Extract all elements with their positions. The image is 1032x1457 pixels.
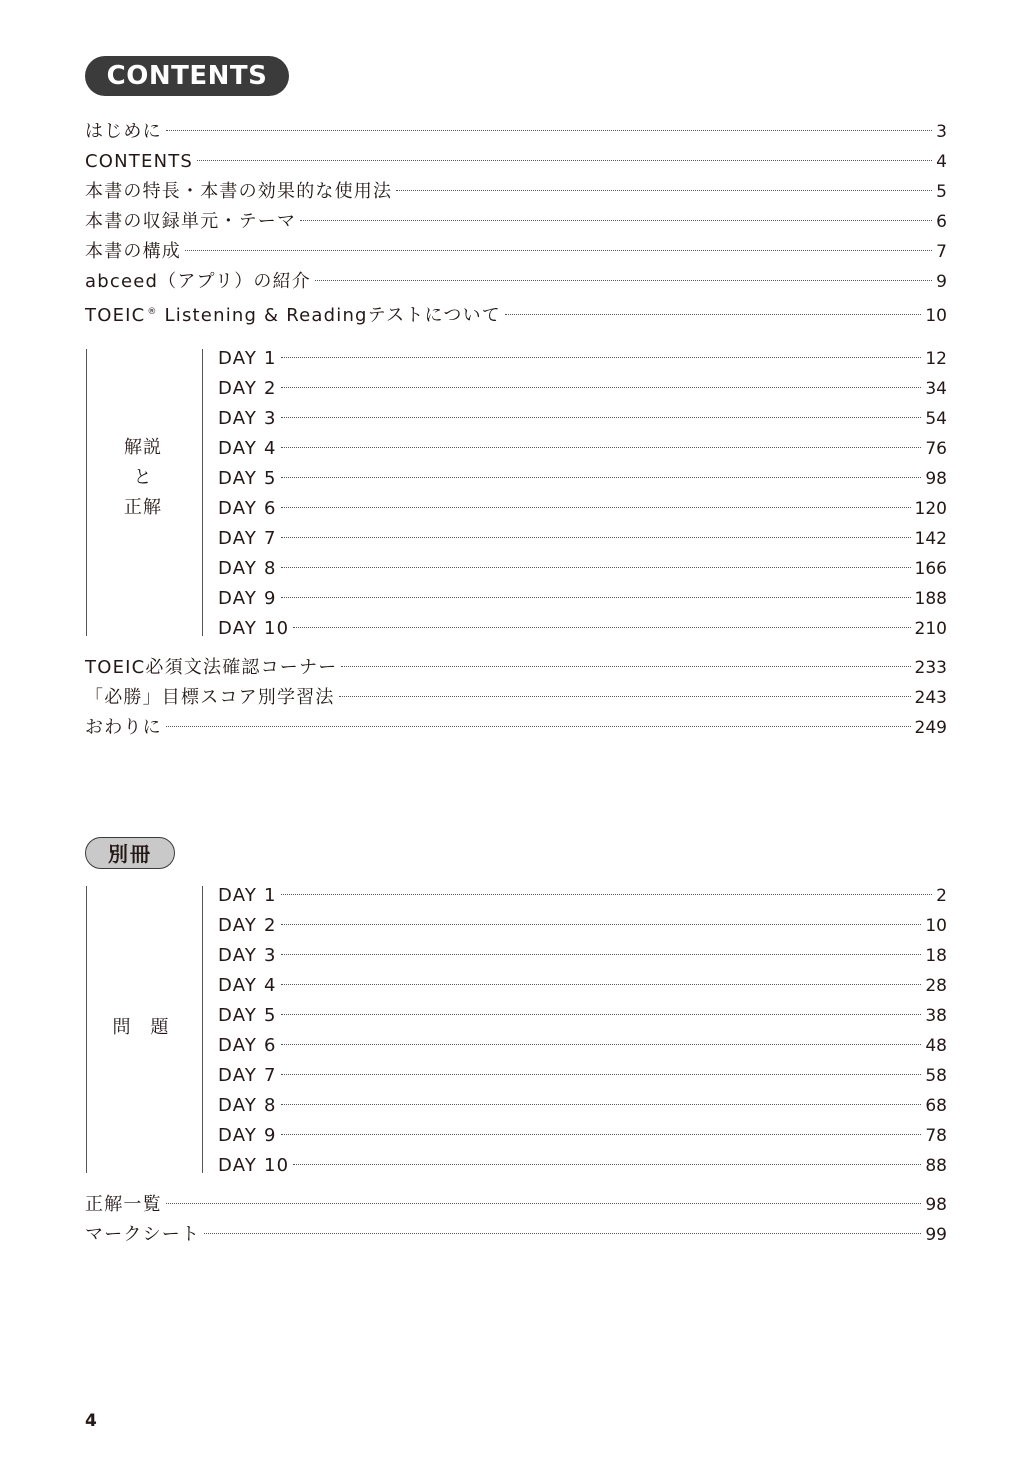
- toc-entry-label: 本書の構成: [85, 241, 181, 262]
- toc-entry-label: DAY 5: [218, 1005, 277, 1026]
- toc-entry-page: 7: [936, 242, 947, 262]
- toc-day-entry[interactable]: [218, 1091, 947, 1121]
- section-bracket-left: [86, 349, 87, 636]
- toc-day-entry[interactable]: [218, 1121, 947, 1151]
- toc-entry-page: 38: [925, 1006, 947, 1026]
- leader-dots: [281, 984, 922, 985]
- leader-dots: [281, 1044, 922, 1045]
- toc-entry-label: DAY 4: [218, 975, 277, 996]
- toc-entry-page: 34: [925, 379, 947, 399]
- toc-entry-page: 68: [925, 1096, 947, 1116]
- section-label-problems: 問 題: [112, 1017, 170, 1038]
- toc-entry[interactable]: [85, 147, 947, 177]
- toc-entry-label: DAY 10: [218, 1155, 290, 1176]
- toc-entry-page: 188: [914, 589, 947, 609]
- toc-entry-page: 120: [914, 499, 947, 519]
- toc-entry-page: 3: [936, 122, 947, 142]
- toc-entry-label-main: TOEIC: [85, 305, 146, 326]
- toc-entry-page: 142: [914, 529, 947, 549]
- toc-day-entry[interactable]: [218, 1061, 947, 1091]
- leader-dots: [341, 666, 910, 667]
- separate-volume-title: 別冊: [85, 837, 175, 869]
- toc-entry-label: DAY 8: [218, 1095, 277, 1116]
- section-label-line: と: [133, 467, 153, 488]
- toc-entry-page: 6: [936, 212, 947, 232]
- toc-entry-label: はじめに: [85, 121, 162, 142]
- toc-entry-label: DAY 2: [218, 915, 277, 936]
- toc-entry-page: 98: [925, 1195, 947, 1215]
- toc-entry-label: DAY 4: [218, 438, 277, 459]
- leader-dots: [166, 726, 911, 727]
- toc-entry-page: 99: [925, 1225, 947, 1245]
- toc-day-entry[interactable]: [218, 554, 947, 584]
- leader-dots: [281, 894, 933, 895]
- leader-dots: [185, 250, 932, 251]
- toc-entry-label: [85, 297, 501, 331]
- toc-entry[interactable]: [85, 117, 947, 147]
- toc-entry[interactable]: [85, 713, 947, 743]
- toc-entry[interactable]: [85, 237, 947, 267]
- toc-entry-page: 9: [936, 272, 947, 292]
- toc-entry-label: DAY 9: [218, 588, 277, 609]
- toc-entry-page: 4: [936, 152, 947, 172]
- leader-dots: [281, 537, 911, 538]
- toc-entry[interactable]: [85, 1190, 947, 1220]
- toc-entry[interactable]: [85, 653, 947, 683]
- toc-day-entry[interactable]: [218, 1151, 947, 1181]
- toc-entry-label: CONTENTS: [85, 151, 194, 172]
- toc-entry-page: 98: [925, 469, 947, 489]
- toc-entry-label: おわりに: [85, 717, 162, 738]
- toc-day-entry[interactable]: [218, 494, 947, 524]
- leader-dots: [396, 190, 932, 191]
- toc-day-entry[interactable]: [218, 911, 947, 941]
- toc-entry-label: DAY 9: [218, 1125, 277, 1146]
- toc-entry-page: 12: [925, 349, 947, 369]
- toc-entry-page: 76: [925, 439, 947, 459]
- toc-entry-page: 88: [925, 1156, 947, 1176]
- leader-dots: [281, 507, 911, 508]
- section-label-answers: [113, 433, 173, 523]
- toc-entry-page: 58: [925, 1066, 947, 1086]
- toc-entry-label: DAY 3: [218, 945, 277, 966]
- toc-entry-label: DAY 3: [218, 408, 277, 429]
- leader-dots: [293, 1164, 921, 1165]
- toc-entry-page: 48: [925, 1036, 947, 1056]
- toc-entry-page: 233: [914, 658, 947, 678]
- leader-dots: [505, 314, 921, 315]
- leader-dots: [281, 1134, 922, 1135]
- leader-dots: [204, 1233, 921, 1234]
- toc-entry-page: 10: [925, 916, 947, 936]
- toc-entry-page: 2: [936, 886, 947, 906]
- toc-entry-label: DAY 6: [218, 1035, 277, 1056]
- page-number: 4: [85, 1411, 97, 1431]
- toc-entry[interactable]: [85, 297, 947, 327]
- toc-entry[interactable]: [85, 1220, 947, 1250]
- leader-dots: [281, 954, 922, 955]
- section-label-line: 解説: [124, 437, 162, 458]
- section-label-line: 正解: [124, 497, 162, 518]
- leader-dots: [339, 696, 911, 697]
- toc-day-entry[interactable]: [218, 584, 947, 614]
- registered-mark: ®: [147, 307, 158, 317]
- leader-dots: [281, 597, 911, 598]
- toc-entry-label-rest: Listening & Readingテストについて: [157, 305, 501, 326]
- leader-dots: [281, 417, 922, 418]
- toc-entry-label: DAY 10: [218, 618, 290, 639]
- toc-day-entry[interactable]: [218, 434, 947, 464]
- toc-entry-page: 10: [925, 306, 947, 326]
- leader-dots: [281, 1014, 922, 1015]
- toc-day-entry[interactable]: [218, 344, 947, 374]
- toc-entry[interactable]: [85, 267, 947, 297]
- toc-entry-page: 243: [914, 688, 947, 708]
- leader-dots: [281, 1074, 922, 1075]
- toc-day-entry[interactable]: [218, 1031, 947, 1061]
- toc-entry[interactable]: [85, 207, 947, 237]
- toc-entry-page: 54: [925, 409, 947, 429]
- toc-entry-label: 本書の収録単元・テーマ: [85, 211, 297, 232]
- leader-dots: [281, 357, 922, 358]
- toc-entry-page: 249: [914, 718, 947, 738]
- toc-entry-label: 「必勝」目標スコア別学習法: [85, 687, 335, 708]
- toc-entry-label: DAY 8: [218, 558, 277, 579]
- toc-entry-label: DAY 2: [218, 378, 277, 399]
- toc-day-entry[interactable]: [218, 614, 947, 644]
- toc-entry-label: 正解一覧: [85, 1194, 162, 1215]
- leader-dots: [281, 477, 922, 478]
- toc-entry-label: TOEIC必須文法確認コーナー: [85, 657, 338, 678]
- toc-entry-label: DAY 1: [218, 348, 277, 369]
- contents-title: CONTENTS: [85, 56, 289, 96]
- toc-day-entry[interactable]: [218, 1001, 947, 1031]
- toc-entry-page: 210: [914, 619, 947, 639]
- leader-dots: [315, 280, 932, 281]
- toc-day-entry[interactable]: [218, 374, 947, 404]
- toc-entry-page: 166: [914, 559, 947, 579]
- toc-entry[interactable]: [85, 177, 947, 207]
- toc-entry-label: DAY 7: [218, 528, 277, 549]
- toc-day-entry[interactable]: [218, 404, 947, 434]
- section-bracket-right: [202, 886, 203, 1173]
- toc-entry-page: 18: [925, 946, 947, 966]
- toc-entry-label: 本書の特長・本書の効果的な使用法: [85, 181, 393, 202]
- toc-entry-label: abceed（アプリ）の紹介: [85, 271, 312, 292]
- leader-dots: [281, 447, 922, 448]
- toc-entry-label: DAY 6: [218, 498, 277, 519]
- leader-dots: [300, 220, 932, 221]
- toc-day-entry[interactable]: [218, 941, 947, 971]
- leader-dots: [281, 567, 911, 568]
- section-bracket-left: [86, 886, 87, 1173]
- leader-dots: [293, 627, 910, 628]
- leader-dots: [281, 924, 922, 925]
- leader-dots: [166, 130, 932, 131]
- toc-day-entry[interactable]: [218, 464, 947, 494]
- leader-dots: [166, 1203, 922, 1204]
- toc-entry-label: DAY 7: [218, 1065, 277, 1086]
- toc-day-entry[interactable]: [218, 881, 947, 911]
- toc-entry[interactable]: [85, 683, 947, 713]
- toc-day-entry[interactable]: [218, 971, 947, 1001]
- toc-entry-page: 28: [925, 976, 947, 996]
- toc-day-entry[interactable]: [218, 524, 947, 554]
- toc-entry-label: マークシート: [85, 1224, 201, 1245]
- leader-dots: [281, 387, 922, 388]
- leader-dots: [281, 1104, 922, 1105]
- leader-dots: [197, 160, 932, 161]
- toc-entry-label: DAY 5: [218, 468, 277, 489]
- toc-entry-page: 78: [925, 1126, 947, 1146]
- toc-entry-page: 5: [936, 182, 947, 202]
- section-bracket-right: [202, 349, 203, 636]
- toc-entry-label: DAY 1: [218, 885, 277, 906]
